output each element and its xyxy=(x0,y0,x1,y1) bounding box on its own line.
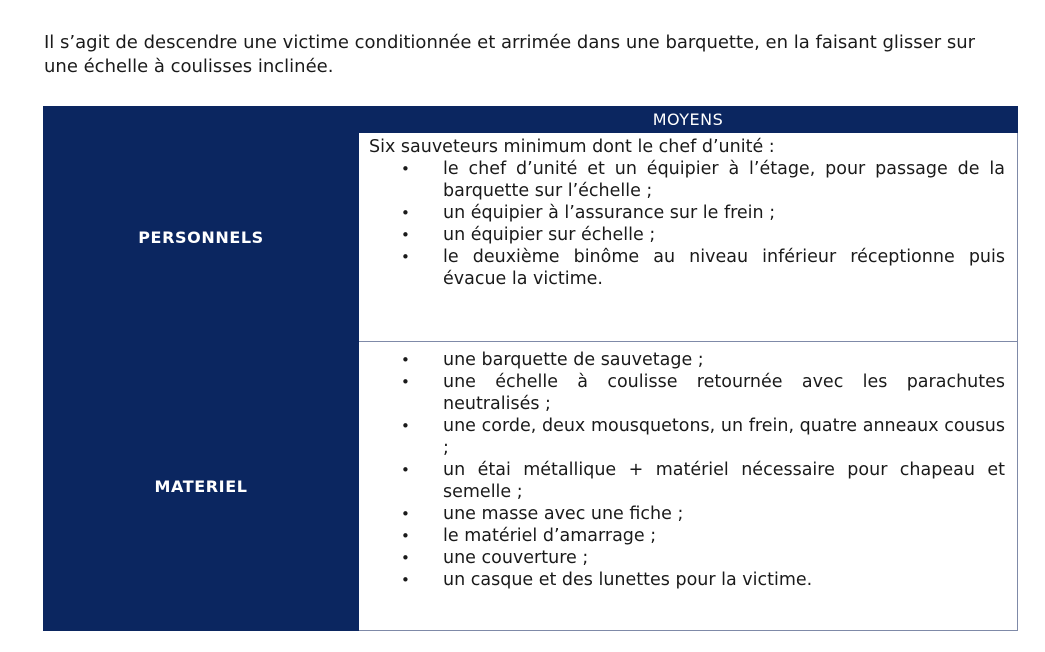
list-item: • une barquette de sauvetage ; xyxy=(369,349,1005,371)
personnels-lead: Six sauveteurs minimum dont le chef d’unité : xyxy=(369,137,775,157)
list-item: • un casque et des lunettes pour la victime. xyxy=(369,569,1005,591)
table-row-personnels xyxy=(44,133,1018,342)
list-item: • une couverture ; xyxy=(369,547,1005,569)
list-item: • un étai métallique + matériel nécessaire pour chapeau et semelle ; xyxy=(369,459,1005,503)
table-header-row xyxy=(44,107,1018,133)
list-item: • une masse avec une fiche ; xyxy=(369,503,1005,525)
list-item: • un équipier sur échelle ; xyxy=(369,224,1005,246)
personnels-content xyxy=(359,133,1018,342)
header-empty-cell xyxy=(44,107,359,133)
list-item: • le deuxième binôme au niveau inférieur réceptionne puis évacue la victime. xyxy=(369,246,1005,290)
materiel-content xyxy=(359,342,1018,631)
moyens-table xyxy=(43,106,1018,631)
table-row-materiel xyxy=(44,342,1018,631)
list-item: • le matériel d’amarrage ; xyxy=(369,525,1005,547)
list-item: • une corde, deux mousquetons, un frein, quatre anneaux cousus ; xyxy=(369,415,1005,459)
intro-paragraph: Il s’agit de descendre une victime conditionnée et arrimée dans une barquette, en la faisant glisser sur une échelle à coulisses inclinée. xyxy=(44,32,976,77)
materiel-list xyxy=(369,349,1005,591)
list-item: • un équipier à l’assurance sur le frein ; xyxy=(369,202,1005,224)
list-item: • le chef d’unité et un équipier à l’étage, pour passage de la barquette sur l’échelle ; xyxy=(369,158,1005,202)
personnels-list xyxy=(369,158,1005,290)
row-label-personnels: PERSONNELS xyxy=(44,133,359,342)
row-label-materiel: MATERIEL xyxy=(44,342,359,631)
list-item: • une échelle à coulisse retournée avec les parachutes neutralisés ; xyxy=(369,371,1005,415)
header-moyens: MOYENS xyxy=(359,107,1018,133)
